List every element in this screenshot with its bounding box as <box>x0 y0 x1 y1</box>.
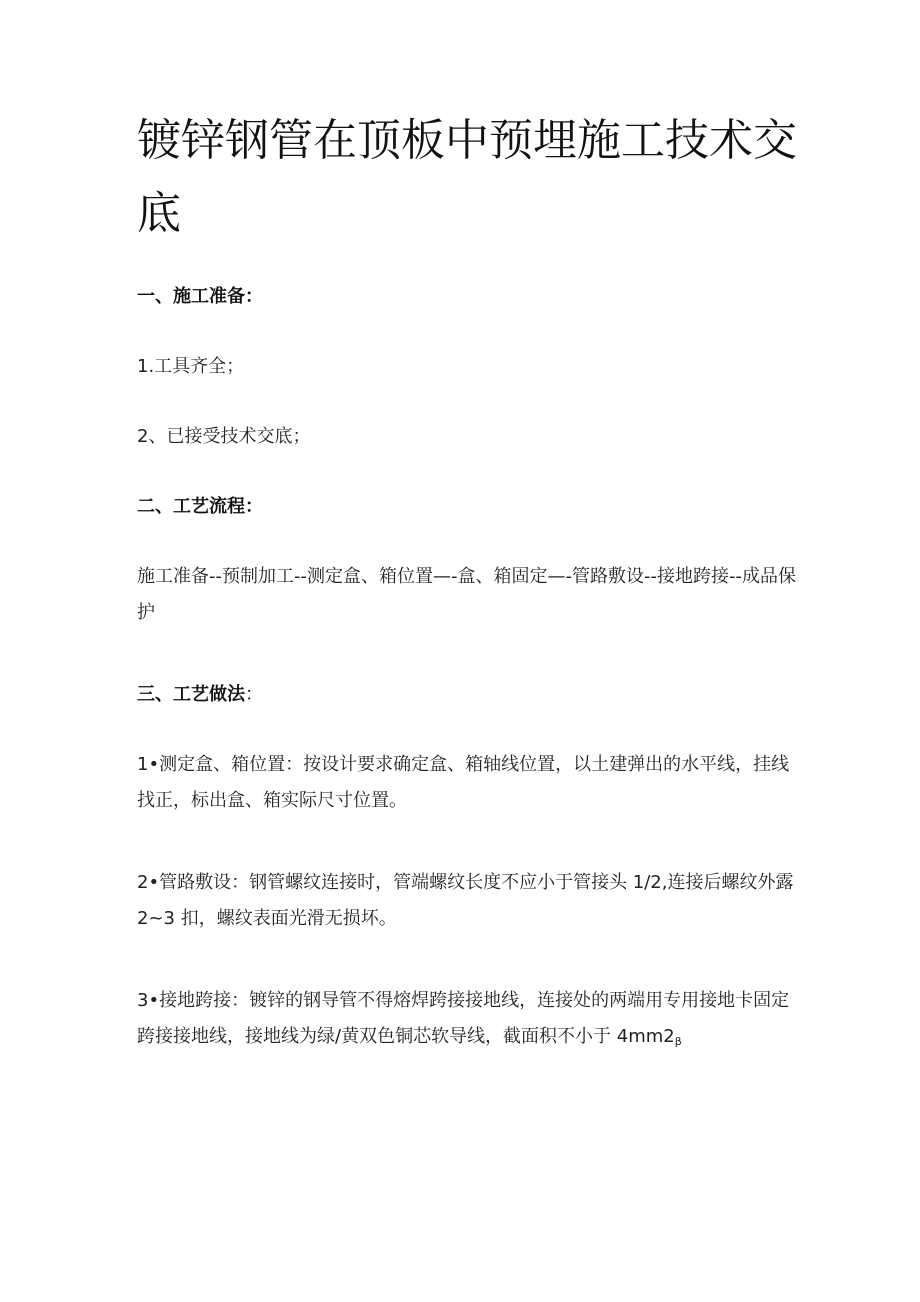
process-flow-text: 施工准备--预制加工--测定盒、箱位置—-盒、箱固定—-管路敷设--接地跨接--成品保护 <box>137 566 796 623</box>
method-item-locate-boxes: 1•测定盒、箱位置：按设计要求确定盒、箱轴线位置，以土建弹出的水平线，挂线找正，标出盒、箱实际尺寸位置。 <box>137 754 790 811</box>
section-heading-method <box>137 677 797 713</box>
prep-item-tools: 1.工具齐全； <box>137 356 245 377</box>
method-item-grounding <box>137 983 797 1060</box>
section-heading-preparation: 一、施工准备： <box>137 286 263 307</box>
document-title: 镀锌钢管在顶板中预埋施工技术交底 <box>137 115 797 239</box>
grounding-suffix-mark: β <box>674 1035 682 1048</box>
method-heading-text: 三、工艺做法 <box>137 684 245 705</box>
section-heading-process-flow: 二、工艺流程： <box>137 496 263 517</box>
prep-item-briefing: 2、已接受技术交底； <box>137 426 311 447</box>
grounding-text: 3•接地跨接：镀锌的钢导管不得熔焊跨接接地线，连接处的两端用专用接地卡固定跨接接地线，接地线为绿/黄双色铜芯软导线，截面积不小于 4mm2 <box>137 990 790 1047</box>
method-heading-colon: ： <box>245 684 263 705</box>
method-item-pipe-laying: 2•管路敷设：钢管螺纹连接时，管端螺纹长度不应小于管接头 1/2,连接后螺纹外露 2~3 扣，螺纹表面光滑无损坏。 <box>137 872 794 929</box>
